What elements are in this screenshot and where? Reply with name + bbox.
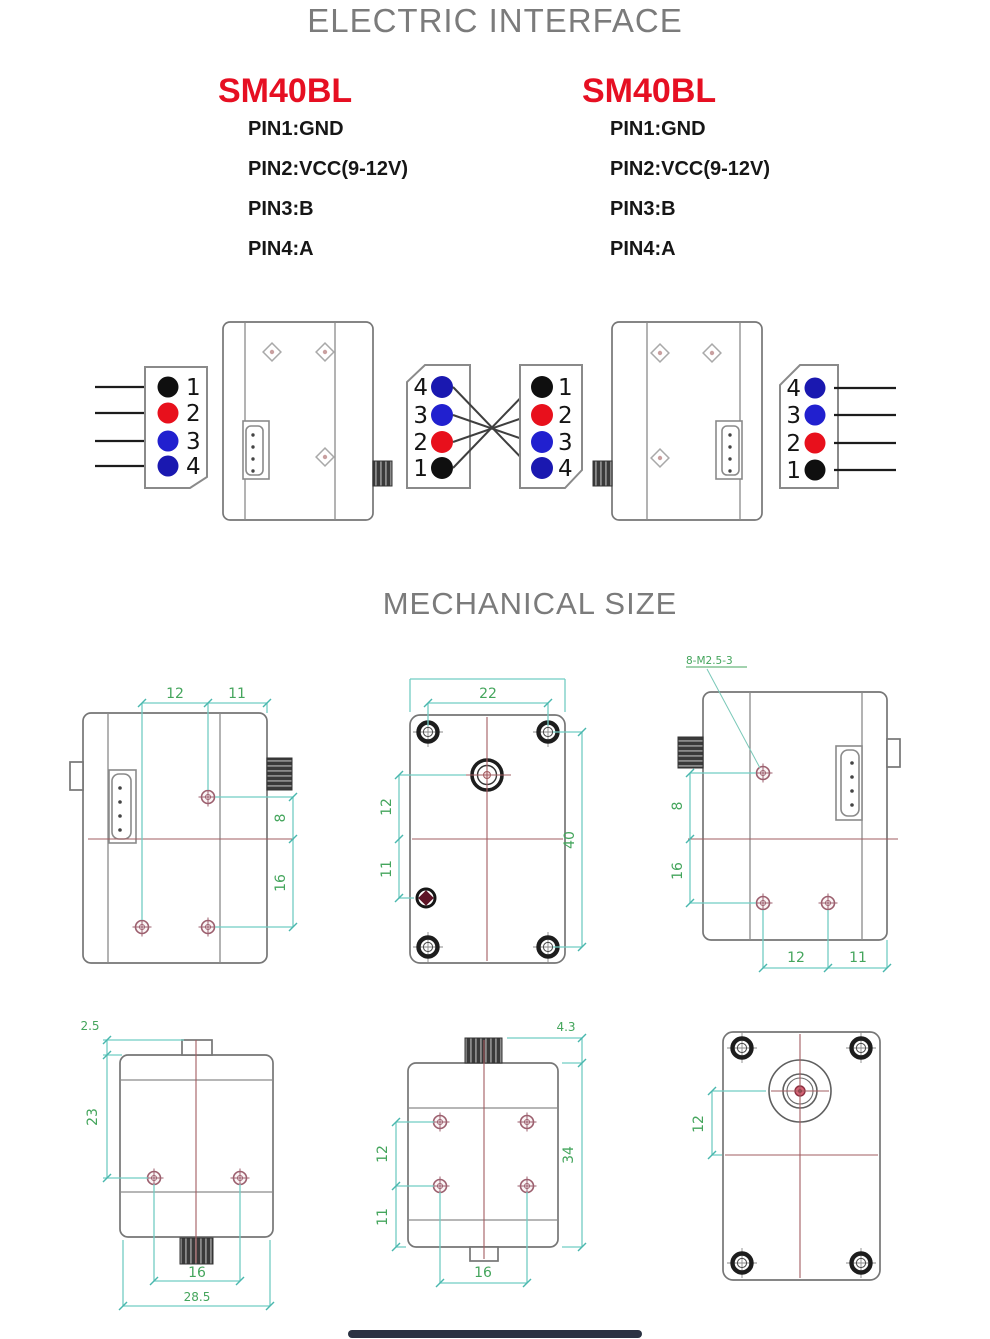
pin-label: PIN3:B: [248, 198, 314, 220]
dim-label: 11: [228, 686, 246, 702]
servo-connector-port: [716, 421, 742, 479]
servo-connector-port: [836, 746, 862, 820]
dim-label: 8: [273, 813, 289, 823]
pin-number: 3: [558, 430, 573, 456]
dim-label: 16: [474, 1265, 492, 1281]
dim-label: 12: [379, 798, 395, 816]
dim-label: 16: [273, 874, 289, 892]
servo-drawing-left: [223, 322, 392, 520]
pin-dot-2: [805, 433, 826, 454]
pin-number: 4: [786, 376, 801, 402]
pin-number: 4: [413, 375, 428, 401]
pin-label: PIN3:B: [610, 198, 676, 220]
connector-mid-right: [520, 365, 582, 488]
wire-leads-right: [834, 388, 896, 470]
dim-label: 12: [375, 1145, 391, 1163]
pin-label: PIN1:GND: [248, 118, 344, 140]
pin-number: 4: [186, 454, 201, 480]
shaft-knob: [593, 461, 612, 486]
dim-label: 16: [670, 862, 686, 880]
wiring-diagram: [95, 322, 896, 520]
pin-dot-1: [805, 460, 826, 481]
pin-dot-3: [431, 404, 453, 426]
pin-dot-1: [431, 457, 453, 479]
dim-label: 12: [691, 1115, 707, 1133]
index-hole: [417, 889, 435, 907]
mech-drawing-front-mid: [375, 1020, 586, 1287]
pin-dot-2: [431, 431, 453, 453]
pin-dot-4: [158, 456, 179, 477]
dim-label: 12: [166, 686, 184, 702]
pin-number: 2: [186, 401, 201, 427]
pin-number: 1: [558, 375, 573, 401]
pin-number: 4: [558, 456, 573, 482]
servo-connector-port: [243, 421, 269, 479]
pin-number: 1: [786, 458, 801, 484]
mech-drawing-front-left: [80, 1019, 274, 1310]
pin-dot-1: [531, 376, 553, 398]
model-label-right: SM40BL: [582, 72, 717, 110]
thread-spec-label: 8-M2.5-3: [686, 655, 733, 667]
dim-label: 8: [670, 801, 686, 811]
pin-dot-3: [531, 431, 553, 453]
pin-label: PIN2:VCC(9-12V): [248, 158, 409, 180]
shaft-knob: [373, 461, 392, 486]
mech-drawing-side-right: [670, 655, 900, 972]
pin-dot-2: [158, 403, 179, 424]
dim-label: 28.5: [183, 1290, 211, 1304]
dim-label: 2.5: [80, 1019, 100, 1033]
dim-label: 23: [85, 1108, 101, 1126]
pin-label: PIN4:A: [248, 238, 314, 260]
pin-number: 1: [413, 456, 428, 482]
dim-label: 16: [188, 1265, 206, 1281]
model-label-left: SM40BL: [218, 72, 353, 110]
pin-dot-4: [431, 376, 453, 398]
shaft-knob: [678, 737, 703, 768]
pin-number: 3: [413, 403, 428, 429]
pin-dot-4: [805, 378, 826, 399]
mechanical-size-title: MECHANICAL SIZE: [382, 586, 678, 621]
shaft-knob: [267, 758, 292, 790]
dim-label: 11: [375, 1208, 391, 1226]
dim-label: 34: [561, 1146, 577, 1164]
pin-number: 2: [786, 431, 801, 457]
dim-label: 4.3: [556, 1020, 576, 1034]
mech-drawing-back: [379, 679, 586, 963]
pin-dot-1: [158, 377, 179, 398]
connector-outer-right: [780, 365, 838, 488]
pin-dot-3: [805, 405, 826, 426]
pin-number: 2: [558, 403, 573, 429]
servo-connector-port: [109, 770, 136, 843]
pin-label: PIN2:VCC(9-12V): [610, 158, 771, 180]
pin-number: 3: [786, 403, 801, 429]
servo-drawing-right: [593, 322, 762, 520]
home-indicator-bar: [348, 1330, 642, 1338]
pin-label: PIN1:GND: [610, 118, 706, 140]
pin-number: 2: [413, 430, 428, 456]
pin-dot-2: [531, 404, 553, 426]
dim-label: 40: [562, 831, 578, 849]
pin-number: 3: [186, 429, 201, 455]
pin-dot-4: [531, 457, 553, 479]
dim-label: 11: [379, 860, 395, 878]
mech-drawing-top: [691, 1032, 880, 1280]
pin-number: 1: [186, 375, 201, 401]
dim-label: 22: [479, 686, 497, 702]
connector-outer-left: [145, 367, 207, 488]
pin-label: PIN4:A: [610, 238, 676, 260]
connector-mid-left: [407, 365, 470, 488]
pin-dot-3: [158, 431, 179, 452]
mech-drawing-side-left: [70, 686, 297, 963]
electric-interface-title: ELECTRIC INTERFACE: [307, 2, 683, 39]
dim-label: 12: [787, 950, 805, 966]
dim-label: 11: [849, 950, 867, 966]
